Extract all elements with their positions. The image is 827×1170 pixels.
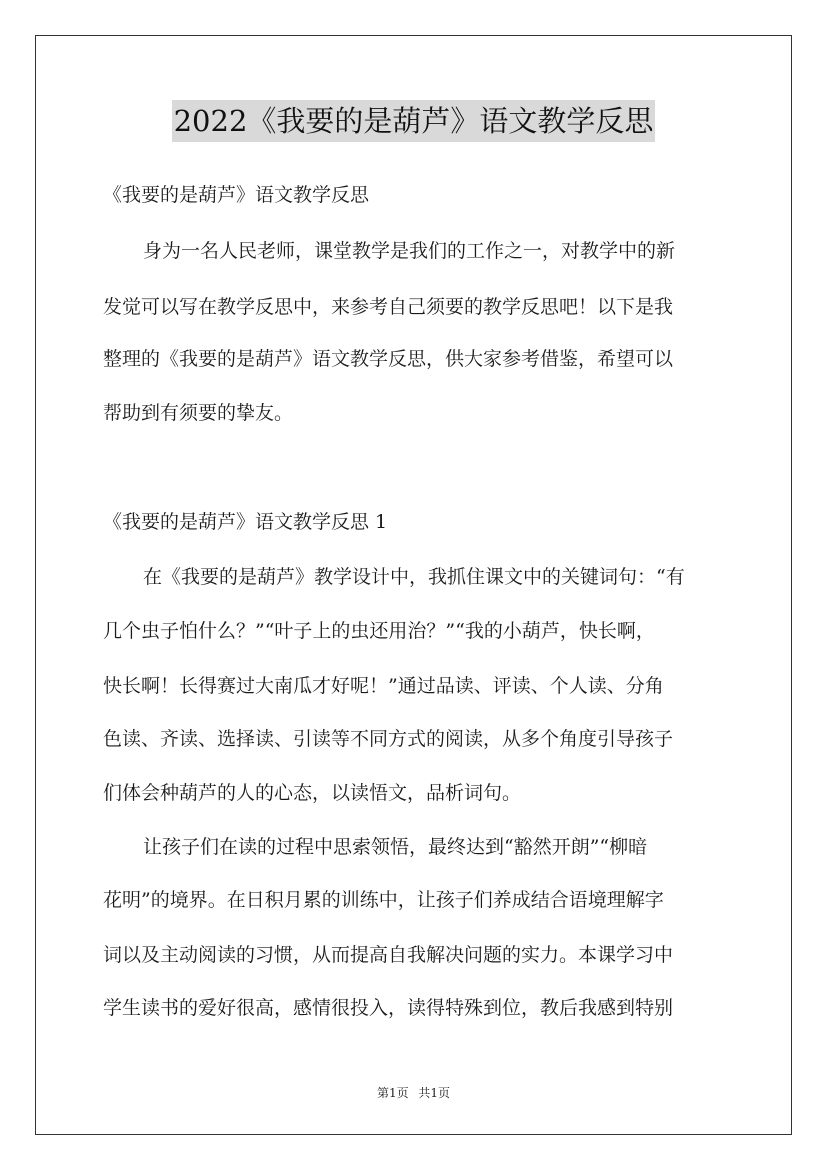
paragraph-line: 花明”的境界。在日积月累的训练中，让孩子们养成结合语境理解字	[103, 889, 664, 911]
page-footer	[0, 1084, 827, 1101]
paragraph-line: 让孩子们在读的过程中思索领悟，最终达到“豁然开朗”“柳暗	[143, 836, 648, 858]
intro-heading: 《我要的是葫芦》语文教学反思	[103, 184, 370, 206]
page-number: 第1页	[376, 1086, 409, 1100]
paragraph-line: 快长啊！长得赛过大南瓜才好呢！”通过品读、评读、个人读、分角	[103, 675, 664, 697]
title-container	[0, 100, 827, 142]
intro-line: 身为一名人民老师，课堂教学是我们的工作之一，对教学中的新	[143, 240, 676, 262]
document-title: 2022《我要的是葫芦》语文教学反思	[172, 100, 656, 142]
paragraph-line: 几个虫子怕什么？”“叶子上的虫还用治？”“我的小葫芦，快长啊，	[103, 620, 655, 642]
section-heading: 《我要的是葫芦》语文教学反思 1	[103, 511, 388, 533]
paragraph-line: 们体会种葫芦的人的心态，以读悟文，品析词句。	[103, 782, 522, 804]
paragraph-line: 色读、齐读、选择读、引读等不同方式的阅读，从多个角度引导孩子	[103, 728, 674, 750]
paragraph-line: 在《我要的是葫芦》教学设计中，我抓住课文中的关键词句：“有	[143, 566, 685, 588]
page-total: 共1页	[418, 1086, 451, 1100]
intro-line: 发觉可以写在教学反思中，来参考自己须要的教学反思吧！以下是我	[103, 296, 674, 318]
intro-line: 整理的《我要的是葫芦》语文教学反思，供大家参考借鉴，希望可以	[103, 348, 674, 370]
paragraph-line: 学生读书的爱好很高，感情很投入，读得特殊到位，教后我感到特别	[103, 997, 674, 1019]
paragraph-line: 词以及主动阅读的习惯，从而提高自我解决问题的实力。本课学习中	[103, 944, 674, 966]
intro-line: 帮助到有须要的挚友。	[103, 402, 294, 424]
